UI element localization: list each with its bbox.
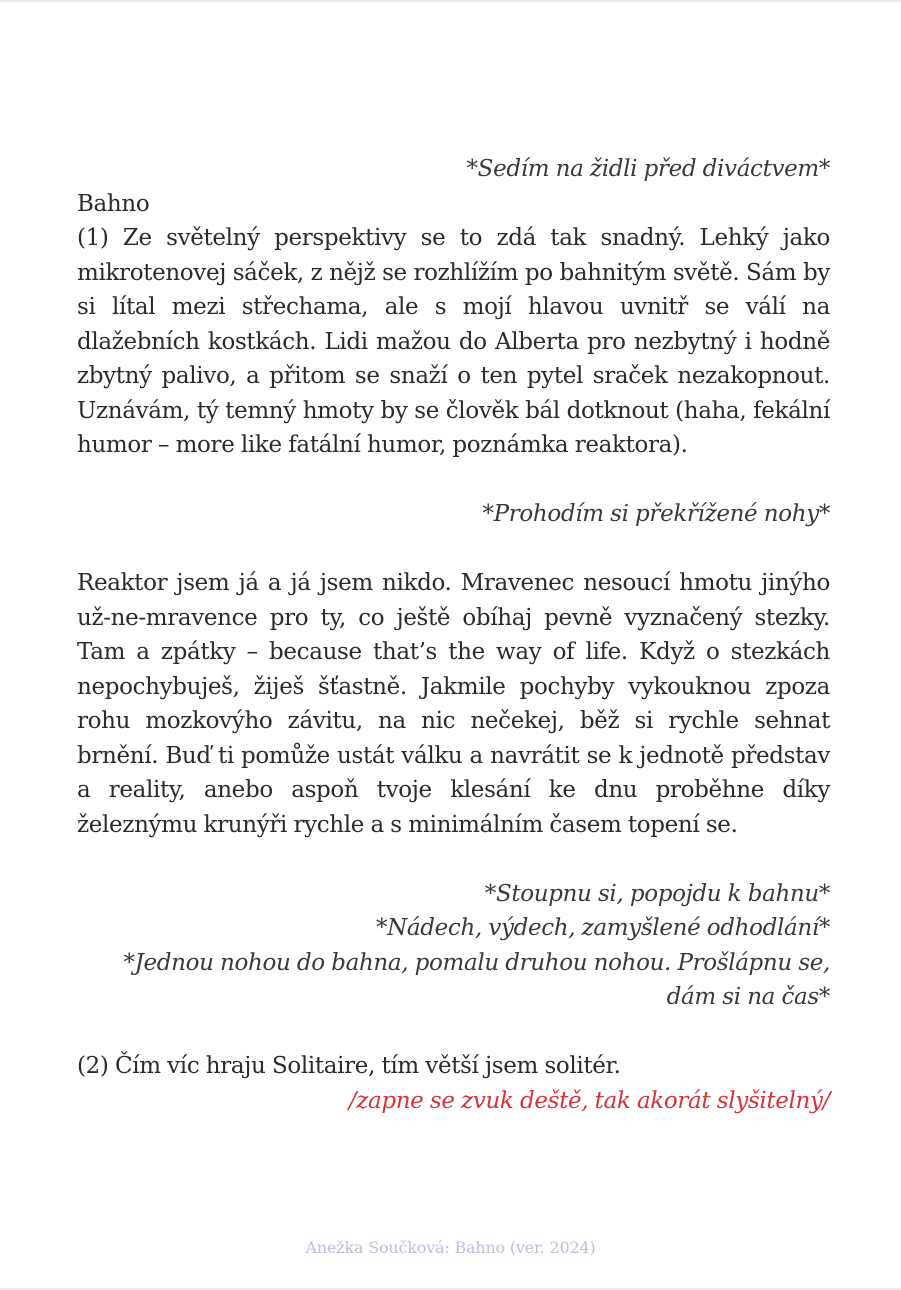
stage-direction-step-into-mud: *Jednou nohou do bahna, pomalu druhou nohou. Prošlápnu se, dám si na čas*	[123, 949, 830, 1010]
stage-direction-breath: *Nádech, výdech, zamyšlené odhodlání*	[375, 915, 830, 941]
monologue-paragraph-1: (1) Ze světelný perspektivy se to zdá tak snadný. Lehký jako mikrotenovej sáček, z nějž se rozhlížím po bahnitým světě. Sám by si lítal mezi střechama, ale s mojí hlavou uvnitř se válí na dlažebních kostkách. Lidi mažou do Alberta pro nezbytný i hodně zbytný palivo, a přitom se snaží o ten pytel sraček nezakopnout. Uznávám, tý temný hmoty by se člověk bál dotknout (haha, fekální humor – more like fatální humor, poznámka reaktora).	[77, 225, 830, 458]
section-heading: Bahno	[77, 190, 150, 217]
spacer	[77, 1015, 830, 1050]
sound-cue-rain: /zapne se zvuk deště, tak akorát slyšitelný/	[348, 1087, 830, 1114]
stage-direction-cross-legs: *Prohodím si překřížené nohy*	[482, 501, 830, 527]
stage-direction-stand-up: *Stoupnu si, popojdu k bahnu*	[484, 880, 830, 907]
monologue-paragraph-3: (2) Čím víc hraju Solitaire, tím větší jsem solitér.	[77, 1053, 621, 1079]
page-footer: Anežka Součková: Bahno (ver. 2024)	[305, 1238, 596, 1257]
stage-direction-sitting: *Sedím na židli před diváctvem*	[466, 156, 830, 182]
spacer	[77, 842, 830, 877]
script-page	[77, 152, 830, 1118]
monologue-paragraph-2: Reaktor jsem já a já jsem nikdo. Mravenec nesoucí hmotu jinýho už-ne-mravence pro ty, co ještě obíhaj pevně vyznačený stezky. Tam a zpátky – because that’s the way of life. Když o stezkách nepochybuješ, žiješ šťastně. Jakmile pochyby vykouknou zpoza rohu mozkovýho závitu, na nic nečekej, běž si rychle sehnat brnění. Buď ti pomůže ustát válku a navrátit se k jednotě představ a reality, anebo aspoň tvoje klesání ke dnu proběhne díky železnýmu krunýři rychle a s minimálním časem topení se.	[77, 570, 830, 838]
spacer	[77, 463, 830, 498]
top-divider	[0, 0, 901, 2]
spacer	[77, 532, 830, 567]
